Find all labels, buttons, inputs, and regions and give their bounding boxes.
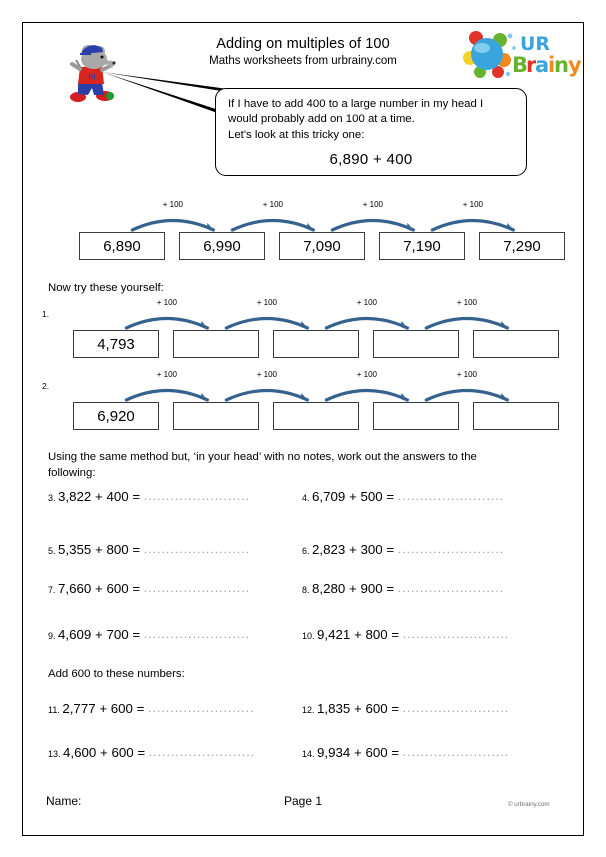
example-chain-value-box: 7,290 [479, 232, 565, 260]
example-chain-value-box: 6,990 [179, 232, 265, 260]
practice-chain-2-answer-box[interactable] [373, 402, 459, 430]
question-row [48, 745, 255, 760]
question-number: 11. [48, 705, 63, 715]
speech-bubble-tail [100, 58, 230, 120]
question-row [302, 745, 509, 760]
practice-chain-2-value-box: 6,920 [73, 402, 159, 430]
question-number: 7. [48, 585, 59, 595]
svg-text:a: a [535, 53, 550, 77]
practice-chain-1-step-label: + 100 [456, 298, 477, 307]
practice-chain-2-answer-box[interactable] [173, 402, 259, 430]
answer-blank[interactable]: ........................ [402, 745, 510, 759]
practice-chain-1-step-label: + 100 [256, 298, 277, 307]
in-your-head-line-1: Using the same method but, ‘in your head’ with no notes, work out the answers to the [48, 451, 477, 463]
question-row [302, 701, 509, 716]
chain-number-2: 2. [42, 381, 50, 391]
practice-chain-1-value-box: 4,793 [73, 330, 159, 358]
svg-text:B: B [512, 53, 529, 77]
answer-blank[interactable]: ........................ [148, 745, 256, 759]
chain-number-1: 1. [42, 309, 50, 319]
question-expression: 7,660 + 600 = [58, 581, 144, 596]
practice-chain-2-answer-box[interactable] [273, 402, 359, 430]
question-expression: 3,822 + 400 = [58, 489, 144, 504]
example-chain-value-box: 7,190 [379, 232, 465, 260]
practice-chain-2-step-label: + 100 [456, 370, 477, 379]
page-title: Adding on multiples of 100 [216, 36, 390, 52]
question-expression: 9,421 + 800 = [317, 627, 403, 642]
svg-text:y: y [568, 53, 582, 77]
svg-text:i: i [548, 53, 556, 77]
question-number: 14. [302, 749, 318, 759]
practice-chain-1-answer-box[interactable] [473, 330, 559, 358]
example-chain-value-box: 7,090 [279, 232, 365, 260]
question-number: 3. [48, 493, 59, 503]
example-chain-arrows [79, 198, 565, 232]
question-number: 8. [302, 585, 313, 595]
question-expression: 9,934 + 600 = [317, 745, 403, 760]
page-subtitle: Maths worksheets from urbrainy.com [209, 55, 397, 67]
answer-blank[interactable]: ........................ [397, 581, 505, 595]
question-number: 13. [48, 749, 64, 759]
question-row [48, 489, 250, 504]
question-row [302, 489, 504, 504]
question-number: 5. [48, 546, 59, 556]
practice-chain-1-answer-box[interactable] [273, 330, 359, 358]
question-expression: 6,709 + 500 = [312, 489, 398, 504]
question-row [302, 627, 509, 642]
svg-text:M: M [88, 73, 96, 83]
practice-chain-2-step-label: + 100 [156, 370, 177, 379]
copyright-label: © urbrainy.com [508, 801, 550, 808]
question-expression: 5,355 + 800 = [58, 542, 144, 557]
in-your-head-line-2: following: [48, 466, 96, 479]
page-label: Page 1 [283, 794, 323, 808]
question-row [48, 542, 250, 557]
question-expression: 2,823 + 300 = [312, 542, 398, 557]
example-chain-value-box: 6,890 [79, 232, 165, 260]
practice-number-chain-1 [73, 296, 529, 358]
question-expression: 8,280 + 900 = [312, 581, 398, 596]
practice-chain-1-step-label: + 100 [356, 298, 377, 307]
practice-chain-1-step-label: + 100 [156, 298, 177, 307]
question-number: 10. [302, 631, 318, 641]
example-chain-step-label: + 100 [162, 200, 183, 209]
bubble-line-2: would probably add on 100 at a time. [228, 113, 415, 126]
bubble-line-1: If I have to add 400 to a large number in my head I [228, 98, 484, 110]
question-number: 4. [302, 493, 313, 503]
answer-blank[interactable]: ........................ [143, 627, 251, 641]
practice-chain-2-arrows [73, 368, 559, 402]
practice-chain-1-arrows [73, 296, 559, 330]
add-600-instruction: Add 600 to these numbers: [48, 668, 185, 680]
practice-chain-2-step-label: + 100 [356, 370, 377, 379]
example-chain-step-label: + 100 [362, 200, 383, 209]
question-row [302, 542, 504, 557]
question-row [48, 627, 250, 642]
answer-blank[interactable]: ........................ [143, 581, 251, 595]
answer-blank[interactable]: ........................ [148, 701, 255, 715]
speech-bubble [215, 88, 527, 176]
urbrainy-logo [462, 28, 584, 82]
example-chain-boxes [79, 232, 565, 260]
svg-text:r: r [526, 53, 537, 77]
practice-chain-2-answer-box[interactable] [473, 402, 559, 430]
svg-text:n: n [554, 53, 569, 77]
bubble-line-3: Let's look at this tricky one: [228, 128, 365, 141]
example-chain-step-label: + 100 [262, 200, 283, 209]
question-expression: 2,777 + 600 = [62, 701, 149, 716]
answer-blank[interactable]: ........................ [143, 542, 251, 556]
practice-number-chain-2 [73, 368, 529, 430]
bubble-sum: 6,890 + 400 [329, 151, 413, 169]
question-row [48, 701, 255, 716]
answer-blank[interactable]: ........................ [402, 627, 510, 641]
practice-chain-2-boxes [73, 402, 559, 430]
practice-chain-1-boxes [73, 330, 559, 358]
practice-chain-1-answer-box[interactable] [373, 330, 459, 358]
question-row [302, 581, 504, 596]
question-row [48, 581, 250, 596]
practice-chain-2-step-label: + 100 [256, 370, 277, 379]
question-number: 12. [302, 705, 318, 715]
question-number: 9. [48, 631, 59, 641]
answer-blank[interactable]: ........................ [397, 489, 505, 503]
question-expression: 4,600 + 600 = [63, 745, 149, 760]
logo-ur-text: UR [520, 33, 551, 55]
answer-blank[interactable]: ........................ [143, 489, 251, 503]
try-yourself-instruction: Now try these yourself: [48, 282, 164, 294]
example-number-chain [79, 198, 541, 260]
in-your-head-instruction [48, 450, 548, 481]
question-number: 6. [302, 546, 313, 556]
example-chain-step-label: + 100 [462, 200, 483, 209]
name-label: Name: [46, 794, 82, 808]
answer-blank[interactable]: ........................ [397, 542, 505, 556]
question-expression: 4,609 + 700 = [58, 627, 144, 642]
practice-chain-1-answer-box[interactable] [173, 330, 259, 358]
answer-blank[interactable]: ........................ [402, 701, 510, 715]
question-expression: 1,835 + 600 = [317, 701, 403, 716]
